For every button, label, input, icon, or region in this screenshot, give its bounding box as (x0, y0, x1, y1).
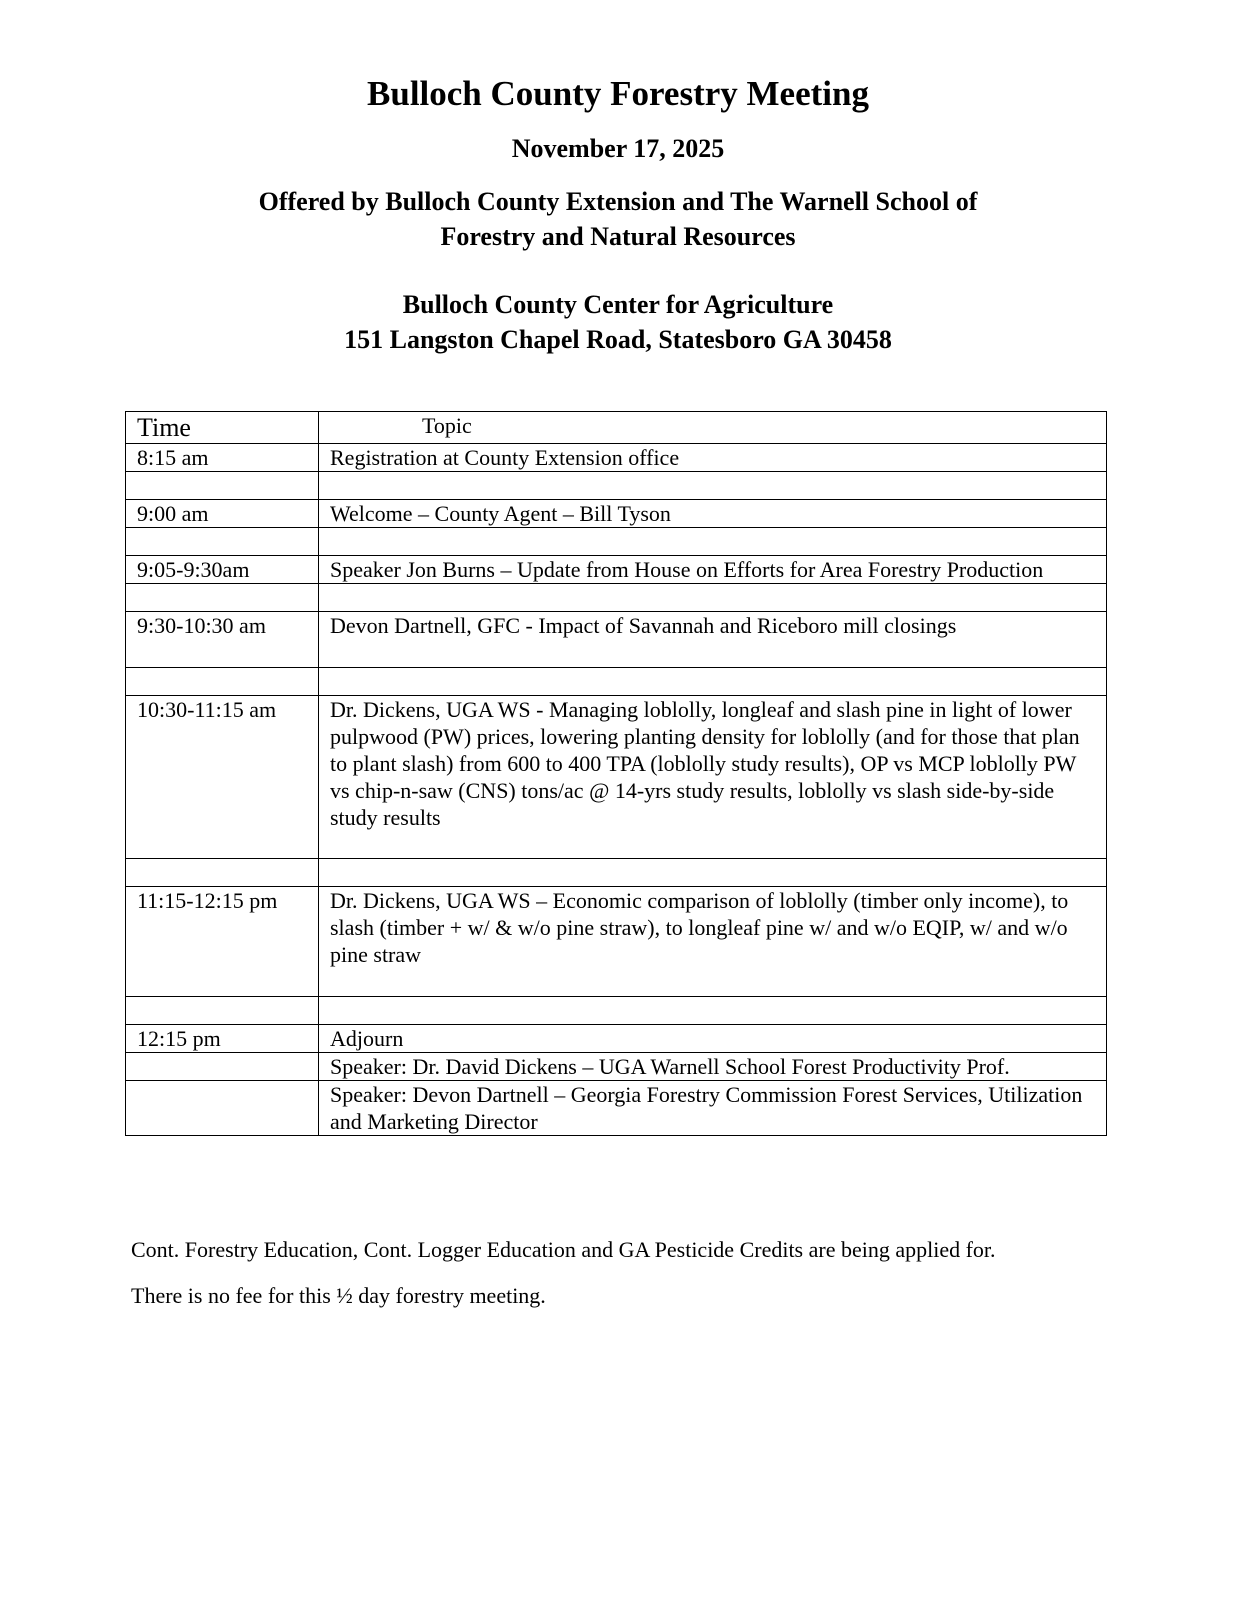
row-topic: Devon Dartnell, GFC - Impact of Savannah and Riceboro mill closings (319, 612, 1107, 668)
table-row (126, 444, 1107, 472)
offered-by-line-1: Offered by Bulloch County Extension and The Warnell School of (258, 187, 978, 216)
empty-cell (126, 528, 319, 556)
row-time: 8:15 am (126, 444, 319, 472)
fee-note: There is no fee for this ½ day forestry meeting. (131, 1283, 546, 1308)
row-time: 9:05-9:30am (126, 556, 319, 584)
spacer-row (126, 997, 1107, 1025)
spacer-row (126, 859, 1107, 887)
venue (0, 287, 1236, 357)
column-header-time: Time (126, 412, 319, 444)
venue-name: Bulloch County Center for Agriculture (402, 290, 834, 319)
table-row (126, 696, 1107, 859)
row-topic: Adjourn (319, 1025, 1107, 1053)
page-title: Bulloch County Forestry Meeting (367, 74, 869, 113)
column-header-topic: Topic (319, 412, 1107, 444)
row-topic: Welcome – County Agent – Bill Tyson (319, 500, 1107, 528)
empty-cell (319, 668, 1107, 696)
row-time: 11:15-12:15 pm (126, 887, 319, 997)
table-row (126, 1053, 1107, 1081)
table-header-row (126, 412, 1107, 444)
table-row (126, 1081, 1107, 1136)
meeting-date: November 17, 2025 (511, 134, 725, 163)
empty-cell (126, 997, 319, 1025)
offered-by-line-2: Forestry and Natural Resources (440, 222, 796, 251)
row-topic: Speaker Jon Burns – Update from House on Efforts for Area Forestry Production (319, 556, 1107, 584)
venue-address: 151 Langston Chapel Road, Statesboro GA 30458 (344, 325, 892, 354)
row-time: 12:15 pm (126, 1025, 319, 1053)
empty-cell (319, 472, 1107, 500)
row-topic: Dr. Dickens, UGA WS - Managing loblolly, longleaf and slash pine in light of lower pulpwood (PW) prices, lowering planting density for loblolly (and for those that plan to plant slash) from 600 to 400 TPA (loblolly study results), OP vs MCP loblolly PW vs chip-n-saw (CNS) tons/ac @ 14-yrs study results, loblolly vs slash side-by-side study results (319, 696, 1107, 859)
spacer-row (126, 472, 1107, 500)
table-row (126, 612, 1107, 668)
empty-cell (319, 528, 1107, 556)
spacer-row (126, 584, 1107, 612)
row-time (126, 1053, 319, 1081)
empty-cell (126, 859, 319, 887)
spacer-row (126, 528, 1107, 556)
empty-cell (126, 584, 319, 612)
empty-cell (319, 859, 1107, 887)
row-time: 9:30-10:30 am (126, 612, 319, 668)
credits-note: Cont. Forestry Education, Cont. Logger Education and GA Pesticide Credits are being applied for. (131, 1237, 996, 1262)
table-row (126, 556, 1107, 584)
row-topic: Dr. Dickens, UGA WS – Economic comparison of loblolly (timber only income), to slash (timber + w/ & w/o pine straw), to longleaf pine w/ and w/o EQIP, w/ and w/o pine straw (319, 887, 1107, 997)
row-time: 9:00 am (126, 500, 319, 528)
table-row (126, 1025, 1107, 1053)
empty-cell (126, 668, 319, 696)
empty-cell (319, 584, 1107, 612)
row-time (126, 1081, 319, 1136)
row-topic: Speaker: Devon Dartnell – Georgia Forestry Commission Forest Services, Utilization and Marketing Director (319, 1081, 1107, 1136)
row-time: 10:30-11:15 am (126, 696, 319, 859)
offered-by (0, 184, 1236, 254)
empty-cell (319, 997, 1107, 1025)
row-topic: Speaker: Dr. David Dickens – UGA Warnell School Forest Productivity Prof. (319, 1053, 1107, 1081)
spacer-row (126, 668, 1107, 696)
row-topic: Registration at County Extension office (319, 444, 1107, 472)
table-row (126, 500, 1107, 528)
schedule-table (125, 411, 1107, 1136)
empty-cell (126, 472, 319, 500)
table-row (126, 887, 1107, 997)
